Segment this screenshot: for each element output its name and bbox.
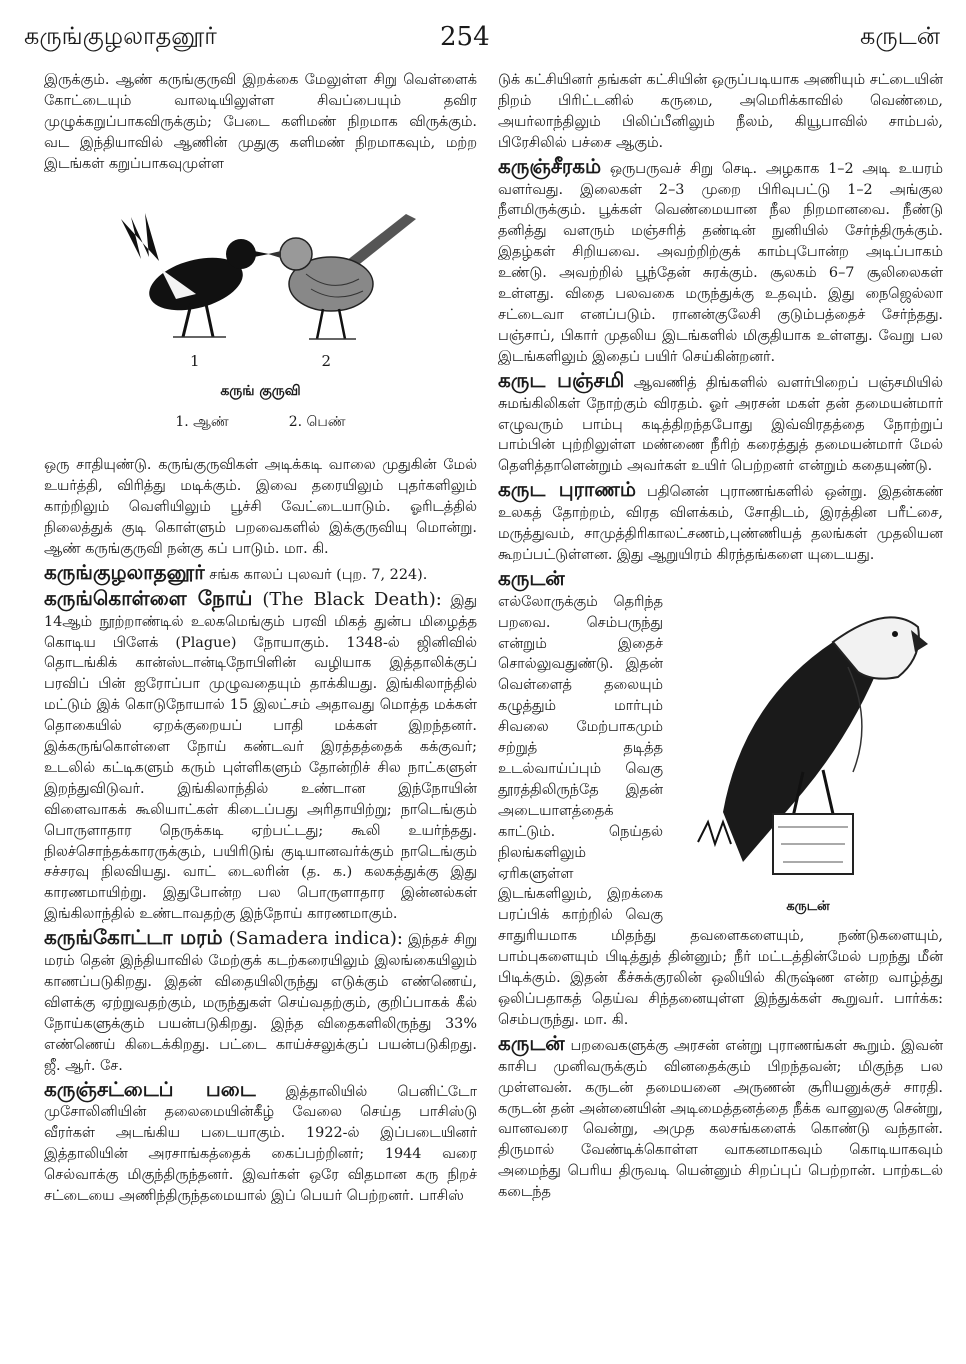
right-column	[498, 70, 943, 1350]
headword: கருங்கோட்டா மரம்	[44, 925, 223, 950]
continued-paragraph-2: ஒரு சாதியுண்டு. கருங்குருவிகள் அடிக்கடி வாலை முதுகின் மேல் உயர்த்தி, விரித்து மடிக்கும். இவை தரையிலும் புதர்களிலும் காற்றிலும் வெளியிலும் பூச்சி வேட்டையாடும். ஓரிடத்தில் நிலைத்துக் குடி கொள்ளும் பறவைகளில் இக்குருவியு மொன்று. ஆண் கருங்குருவி நன்கு கப் பாடும். மா. கி.	[44, 457, 477, 557]
figure-title: கருங் குருவி	[220, 383, 301, 400]
entry-text: இந்தச் சிறு மரம் தென் இந்தியாவில் மேற்குக் கடற்கரையிலும் இலங்கையிலும் காணப்படுகிறது. இதன் விதையிலிருந்து எடுக்கும் எண்ணெய், விளக்கு ஏற்றுவதற்கும், மருந்துகள் செய்வதற்கும், குறிப்பாகக் கீல் நோய்களுக்கும் பயன்படுகிறது. இந்த விதைகளிலிருந்து 33% எண்ணெய் கிடைக்கிறது. பட்டை காய்ச்சலுக்குப் பயன்படுகிறது. ஜீ. ஆர். சே.	[44, 932, 477, 1074]
kite-drawing	[698, 617, 928, 874]
entry-garuda-panchami	[498, 367, 943, 478]
entry-text: சங்க காலப் புலவர் (புற. 7, 224).	[204, 566, 428, 583]
headword: கருட புராணம்	[498, 477, 636, 502]
headword-english: (The Black Death):	[252, 588, 442, 610]
figure-kite	[673, 582, 943, 918]
headword: கருங்குழலாதனூர்	[44, 559, 205, 584]
headword: கருஞ்சீரகம்	[498, 153, 602, 178]
entry-text: இத்தாலியில் பெனிட்டோ முசோலினியின் தலைமையின்கீழ் வேலை செய்த பாசிஸ்டு வீரர்கள் அடங்கிய படையாகும். 1922-ல் இப்படையினர் இத்தாலியின் அரசாங்கத்தைக் கைப்பற்றினர்; 1944 வரை செல்வாக்கு மிகுந்திருந்தனர். இவர்கள் ஒரே விதமான கரு நிறச் சட்டையை அணிந்திருந்தமையால் இப் பெயர் பெற்றனர். பாசிஸ்	[44, 1083, 477, 1205]
headword: கருட பஞ்சமி	[498, 367, 625, 392]
running-head-left: கருங்குழலாதனூர்	[24, 22, 217, 50]
entry-karunkuzhalathanur	[44, 559, 477, 586]
entry-text: ஒருபருவச் சிறு செடி. அழகாக 1–2 அடி உயரம் வளர்வது. இலைகள் 2–3 முறை பிரிவுபட்டு 1–2 அங்குல நீளமிருக்கும். பூக்கள் வெண்மையான நீல நிறமானவை. நீண்டு தனித்து வளரும் மஞ்சரித் தண்டின் நுனியில் சேர்ந்திருக்கும். இதழ்கள் சிறியவை. அவற்றிற்குக் காம்புபோன்ற அடிப்பாகம் உண்டு. அவற்றில் பூந்தேன் சுரக்கும். சூலகம் 6–7 சூலிலைகள் உள்ளது. விதை பலவகை மருந்துக்கு உதவும். இது நைஜெல்லா சட்டைவா எனப்படும். ரானன்குலேசி குடும்பத்தைச் சேர்ந்தது. பஞ்சாப், பிகார் முதலிய இடங்களில் மிகுதியாக உள்ளது. வேறு பல இடங்களிலும் இதைப் பயிர் செய்கின்றனர்.	[498, 160, 943, 365]
continued-paragraph: இருக்கும். ஆண் கருங்குருவி இறக்கை மேலுள்ள சிறு வெள்ளைக் கோட்டையும் வாலடியிலுள்ள சிவப்பையும் தவிர முழுக்கறுப்பாகவிருக்கும்; பேடை களிமண் நிறமாக விருக்கும். வட இந்தியாவில் ஆணின் முதுகு களிமண் நிறமாகவும், மற்ற இடங்கள் கறுப்பாகவுமுள்ள	[44, 72, 477, 172]
entry-text: ஆவணித் திங்களில் வளர்பிறைப் பஞ்சமியில் சுமங்கிலிகள் நோற்கும் விரதம். ஓர் அரசன் மகள் தன் தமையன்மார் எழுவரும் பாம்பு கடித்திறந்தபோது இவ்விரதத்தை நோற்றுப் பாம்பின் புற்றிலுள்ள மண்ணை நீரிற் கரைத்துத் தமையன்மார் மேல் தெளித்தாளென்றும் அவர்கள் உயிர் பெற்றனர் என்றும் கதையுண்டு.	[498, 374, 943, 475]
headword-english: (Samadera indica):	[222, 928, 403, 950]
page-number: 254	[440, 22, 490, 52]
figure-legend-female: 2. பெண்	[288, 414, 346, 431]
headword: கருங்கொள்ளை நோய்	[44, 585, 253, 610]
figure-number-2: 2	[321, 351, 332, 370]
headword: கருடன்	[498, 1030, 565, 1055]
brahminy-kite-illustration	[683, 582, 933, 882]
entry-text: பறவைகளுக்கு அரசன் என்று புராணங்கள் கூறும். இவன் காசிப முனிவருக்கும் வினதைக்கும் பிறந்தவன்; மிகுந்த பல முள்ளவன். கருடன் தமையனை அருணன் சூரியனுக்குச் சாரதி. கருடன் தன் அன்னையின் அடிமைத்தனத்தை நீக்க வானுலகு சென்று, வானவரை வென்று, அமுத கலசங்களைக் கொண்டு வந்தான். திருமால் வேண்டிக்கொள்ள வாகனமாகவும் கொடியாகவும் அமைந்து பெரிய திருவடி யென்னும் சிறப்புப் பெற்றான். பாற்கடல் கடைந்த	[498, 1037, 943, 1201]
running-head-right: கருடன்	[860, 22, 940, 50]
bird-female-drawing	[268, 214, 416, 339]
figure-caption: கருடன்	[786, 898, 830, 914]
entry-text: இது 14ஆம் நூற்றாண்டில் உலகமெங்கும் பரவி மிகத் துன்ப மிழைத்த கொடிய பிளேக் (Plague) நோயாகும். 1348-ல் ஜினிவில் தொடங்கிக் கான்ஸ்டான்டிநோபிளின் வழியாக இத்தாலிக்குப் பரவிப் பின் ஐரோப்பா முழுவதையும் தாக்கியது. இங்கிலாந்தில் மட்டும் இக் கொடுநோயால் 15 இலட்சம் அதாவது மொத்த மக்கள் தொகையில் ஏறக்குறையப் பாதி மக்கள் இறந்தனர். இக்கருங்கொள்ளை நோய் கண்டவர் இரத்தத்தைக் கக்குவர்; உடலில் கட்டிகளும் கரும் புள்ளிகளும் தோன்றிச் சில நாட்களுள் இறந்துவிடுவர். இங்கிலாந்தில் உண்டான இந்நோயின் விளைவாகக் கூலியாட்கள் கிடைப்பது அரிதாயிற்று; நாடெங்கும் பொருளாதார நெருக்கடி ஏற்பட்டது; கூலி உயர்ந்தது. நிலச்சொந்தக்காரருக்கும், பயிரிடுங் குடியானவர்க்கும் நாடெங்கும் சச்சரவு நிலவியது. வாட் டைலரின் (த. க.) கலகத்துக்கு இது காரணமாயிற்று. இதுபோன்ற பல பொருளாதார இன்னல்கள் இங்கிலாந்தில் உண்டாவதற்கு இந்நோய் காரணமாகும்.	[44, 592, 477, 923]
entry-garuda-myth	[498, 1030, 943, 1203]
headword: கருடன்	[498, 565, 565, 590]
figure-legend-male: 1. ஆண்	[175, 414, 229, 431]
entry-kite-bird	[498, 565, 943, 1031]
entry-text: பதினென் புராணங்களில் ஒன்று. இதன்கண் உலகத் தோற்றம், விரத விளக்கம், சோதிடம், இரத்தின பரீட்சை, மருத்துவம், சாமுத்திரிகாலட்சணம்,புண்ணியத் தலங்கள் முதலியன கூறப்பட்டுள்ளன. இது ஆறுயிரம் கிரந்தங்களை யுடையது.	[498, 484, 943, 563]
entry-samadera-indica	[44, 927, 477, 1076]
black-robin-illustration	[101, 199, 421, 349]
left-column	[44, 70, 477, 1350]
entry-blackshirts	[44, 1076, 477, 1207]
entry-black-death	[44, 585, 477, 926]
entry-text: எல்லோருக்கும் தெரிந்த பறவை. செம்பருந்து என்றும் இதைச் சொல்லுவதுண்டு. இதன் வெள்ளைத் தலையும் கழுத்தும் மார்பும் சிவலை மேற்பாகமும் சற்றுத் தடித்த உடல்வாய்ப்பும் வெகு தூரத்திலிருந்தே இதன் அடையாளத்தைக் காட்டும். நெய்தல் நிலங்களிலும் ஏரிகளுள்ள இடங்களிலும், இறக்கை பரப்பிக் காற்றில் வெகு சாதுரியமாக மிதந்து தவளைகளையும், நண்டுகளையும், பாம்புகளையும் பிடித்துத் தின்னும்; நீர் மட்டத்தின்மேல் பறந்து மீன் பிடிக்கும். இதன் கீச்சுக்குரலின் ஒலியில் கிருஷ்ண என்ற வாழ்த்து ஒலிப்பதாகத் தெய்வ சிந்தனையுள்ள இந்துக்கள் கூறுவர். பார்க்க: செம்பருந்து. மா. கி.	[498, 593, 943, 1028]
figure-number-1: 1	[189, 351, 200, 370]
headword: கருஞ்சட்டைப் படை	[44, 1076, 256, 1101]
bird-male-drawing	[121, 213, 269, 337]
entry-karunjeeragam	[498, 153, 943, 368]
continued-paragraph-right: டுக் கட்சியினர் தங்கள் கட்சியின் ஒருப்படியாக அணியும் சட்டையின் நிறம் பிரிட்டனில் கருமை, அமெரிக்காவில் வெண்மை, அயர்லாந்திலும் பிலிப்பீனிலும் நீலம், கியூபாவில் சாம்பல், பிரேசிலில் பச்சை ஆகும்.	[498, 72, 943, 151]
entry-garuda-puranam	[498, 479, 943, 566]
figure-black-robin	[44, 199, 477, 434]
